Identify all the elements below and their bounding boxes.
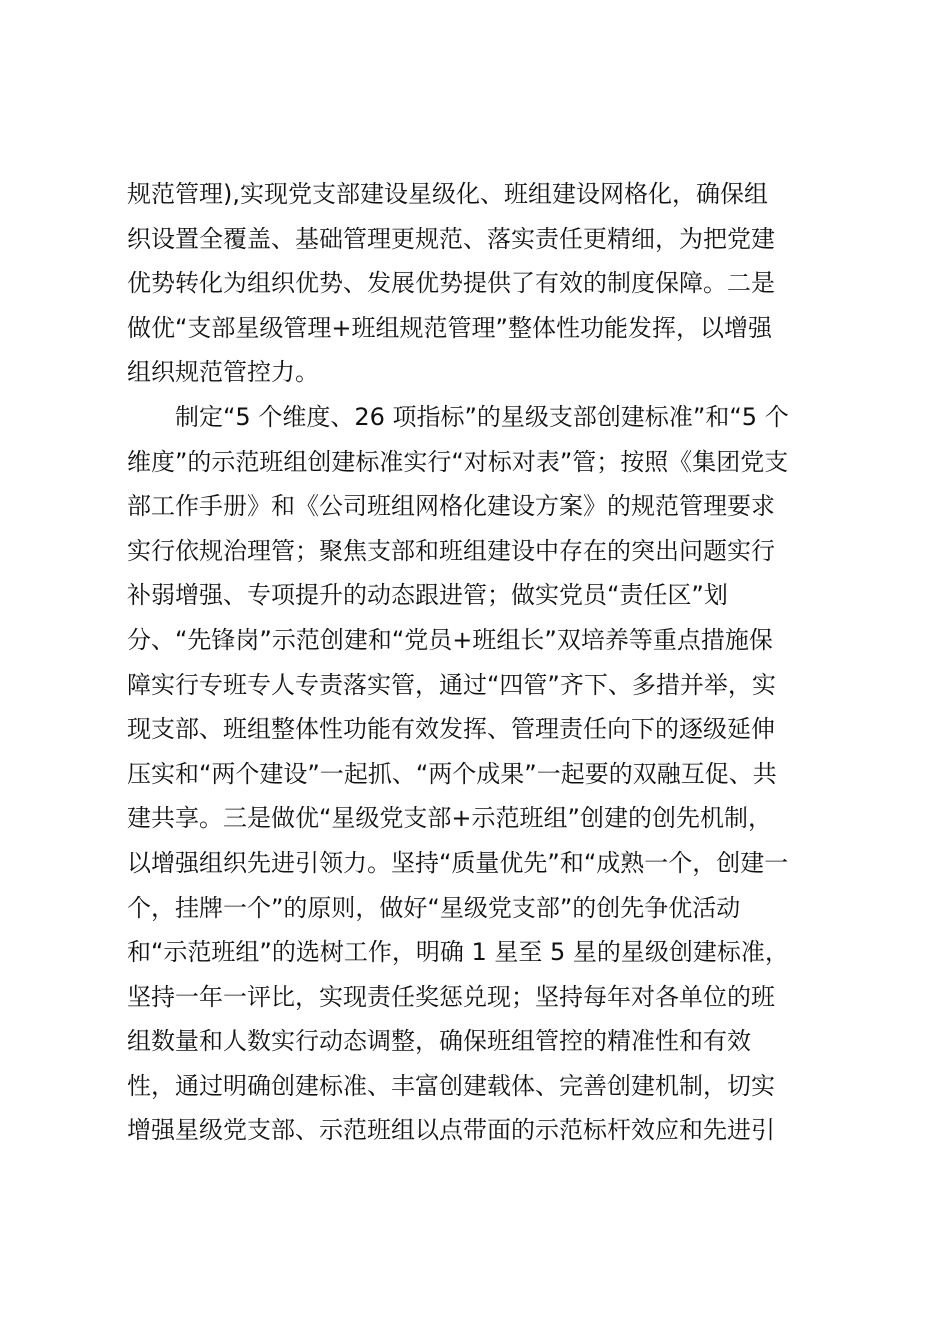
text-line: 和“示范班组”的选树工作，明确 1 星至 5 星的星级创建标准， — [127, 938, 789, 967]
text-line: 建共享。三是做优“星级党支部+示范班组”创建的创先机制， — [127, 804, 772, 833]
text-line: 坚持一年一评比，实现责任奖惩兑现；坚持每年对各单位的班 — [127, 982, 775, 1011]
text-line: 实行依规治理管；聚焦支部和班组建设中存在的突出问题实行 — [127, 536, 775, 565]
text-line: 现支部、班组整体性功能有效发挥、管理责任向下的逐级延伸 — [127, 715, 775, 744]
text-line: 补弱增强、专项提升的动态跟进管；做实党员“责任区”划 — [127, 581, 728, 610]
text-line: 组数量和人数实行动态调整，确保班组管控的精准性和有效 — [127, 1027, 751, 1056]
text-line: 部工作手册》和《公司班组网格化建设方案》的规范管理要求 — [127, 492, 775, 521]
paragraph-first-line: 制定“5 个维度、26 项指标”的星级支部创建标准”和“5 个 — [175, 402, 789, 431]
text-line: 规范管理),实现党支部建设星级化、班组建设网格化，确保组 — [127, 180, 768, 208]
text-line: 性，通过明确创建标准、丰富创建载体、完善创建机制，切实 — [127, 1071, 775, 1100]
text-line: 以增强组织先进引领力。坚持“质量优先”和“成熟一个，创建一 — [127, 848, 789, 877]
text-line: 个，挂牌一个”的原则，做好“星级党支部”的创先争优活动 — [127, 893, 741, 922]
text-line: 优势转化为组织优势、发展优势提供了有效的制度保障。二是 — [127, 269, 775, 298]
text-line: 织设置全覆盖、基础管理更规范、落实责任更精细，为把党建 — [127, 224, 775, 253]
text-line: 压实和“两个建设”一起抓、“两个成果”一起要的双融互促、共 — [127, 759, 777, 788]
text-line: 增强星级党支部、示范班组以点带面的示范标杆效应和先进引 — [127, 1116, 775, 1145]
text-line: 分、“先锋岗”示范创建和“党员+班组长”双培养等重点措施保 — [127, 625, 773, 654]
body-text — [127, 172, 847, 1153]
text-line: 组织规范管控力。 — [127, 358, 319, 387]
text-line: 做优“支部星级管理+班组规范管理”整体性功能发挥，以增强 — [127, 313, 772, 342]
text-line: 维度”的示范班组创建标准实行“对标对表”管；按照《集团党支 — [127, 447, 789, 476]
text-line: 障实行专班专人专责落实管，通过“四管”齐下、多措并举，实 — [127, 670, 776, 699]
